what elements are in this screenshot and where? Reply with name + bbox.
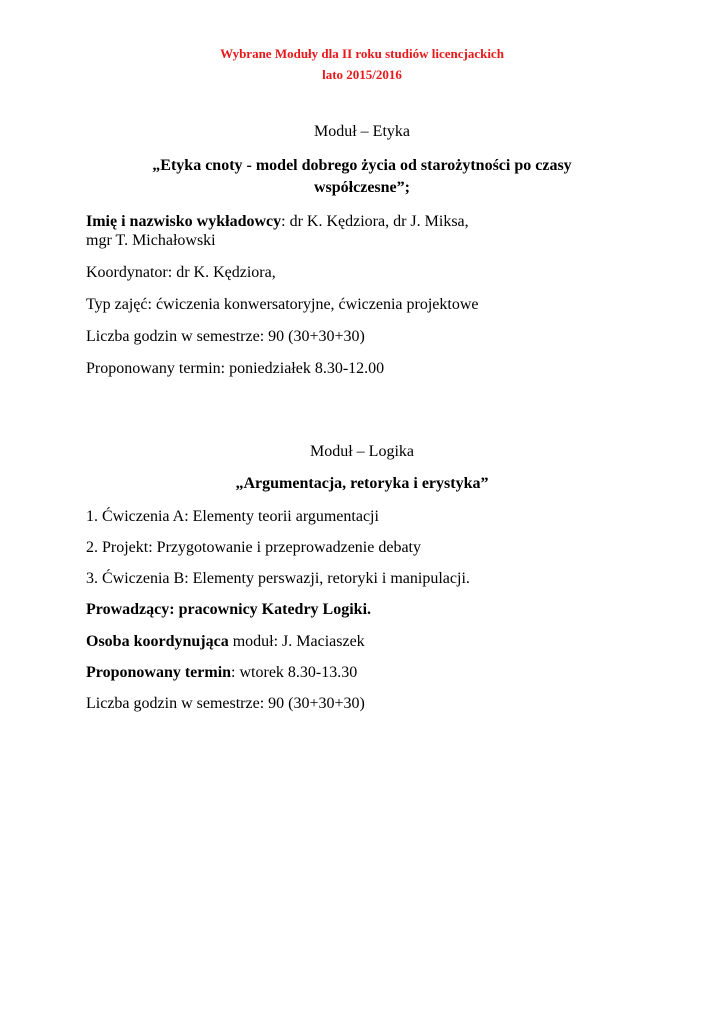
header-semester: lato 2015/2016 xyxy=(322,67,402,82)
module1-class-type: Typ zajęć: ćwiczenia konwersatoryjne, ćwiczenia projektowe xyxy=(86,296,479,313)
module2-item-3: 3. Ćwiczenia B: Elementy perswazji, retoryki i manipulacji. xyxy=(86,570,470,587)
header-title: Wybrane Moduły dla II roku studiów licencjackich xyxy=(220,46,504,61)
module1-hours: Liczba godzin w semestrze: 90 (30+30+30) xyxy=(86,328,365,345)
module2-term-label: Proponowany termin xyxy=(86,664,232,681)
module2-item-2: 2. Projekt: Przygotowanie i przeprowadzenie debaty xyxy=(86,539,421,556)
module2-title: „Argumentacja, retoryka i erystyka” xyxy=(235,475,489,492)
module1-title xyxy=(0,155,724,199)
module1-title-line1: „Etyka cnoty - model dobrego życia od starożytności po czasy xyxy=(152,157,572,174)
module2-hours: Liczba godzin w semestrze: 90 (30+30+30) xyxy=(86,695,365,712)
module1-title-line2: współczesne”; xyxy=(314,179,410,196)
module2-term xyxy=(86,663,357,682)
module2-coordinator-label: Osoba koordynująca xyxy=(86,633,229,650)
document-header xyxy=(0,43,724,85)
module1-lecturers-value: : dr K. Kędziora, dr J. Miksa, xyxy=(281,213,469,230)
module2-heading: Moduł – Logika xyxy=(310,443,414,460)
module1-lecturers-cont: mgr T. Michałowski xyxy=(86,232,216,249)
module1-lecturers xyxy=(86,212,469,231)
module2-coordinator xyxy=(86,632,365,651)
module2-coordinator-value: moduł: J. Maciaszek xyxy=(228,633,365,650)
module1-heading: Moduł – Etyka xyxy=(314,123,410,140)
module1-lecturers-label: Imię i nazwisko wykładowcy xyxy=(86,213,282,230)
module2-instructors: Prowadzący: pracownicy Katedry Logiki. xyxy=(86,601,372,618)
module1-coordinator: Koordynator: dr K. Kędziora, xyxy=(86,264,276,281)
module2-item-1: 1. Ćwiczenia A: Elementy teorii argumentacji xyxy=(86,508,379,525)
module1-term: Proponowany termin: poniedziałek 8.30-12.00 xyxy=(86,360,385,377)
module2-term-value: : wtorek 8.30-13.30 xyxy=(231,664,358,681)
